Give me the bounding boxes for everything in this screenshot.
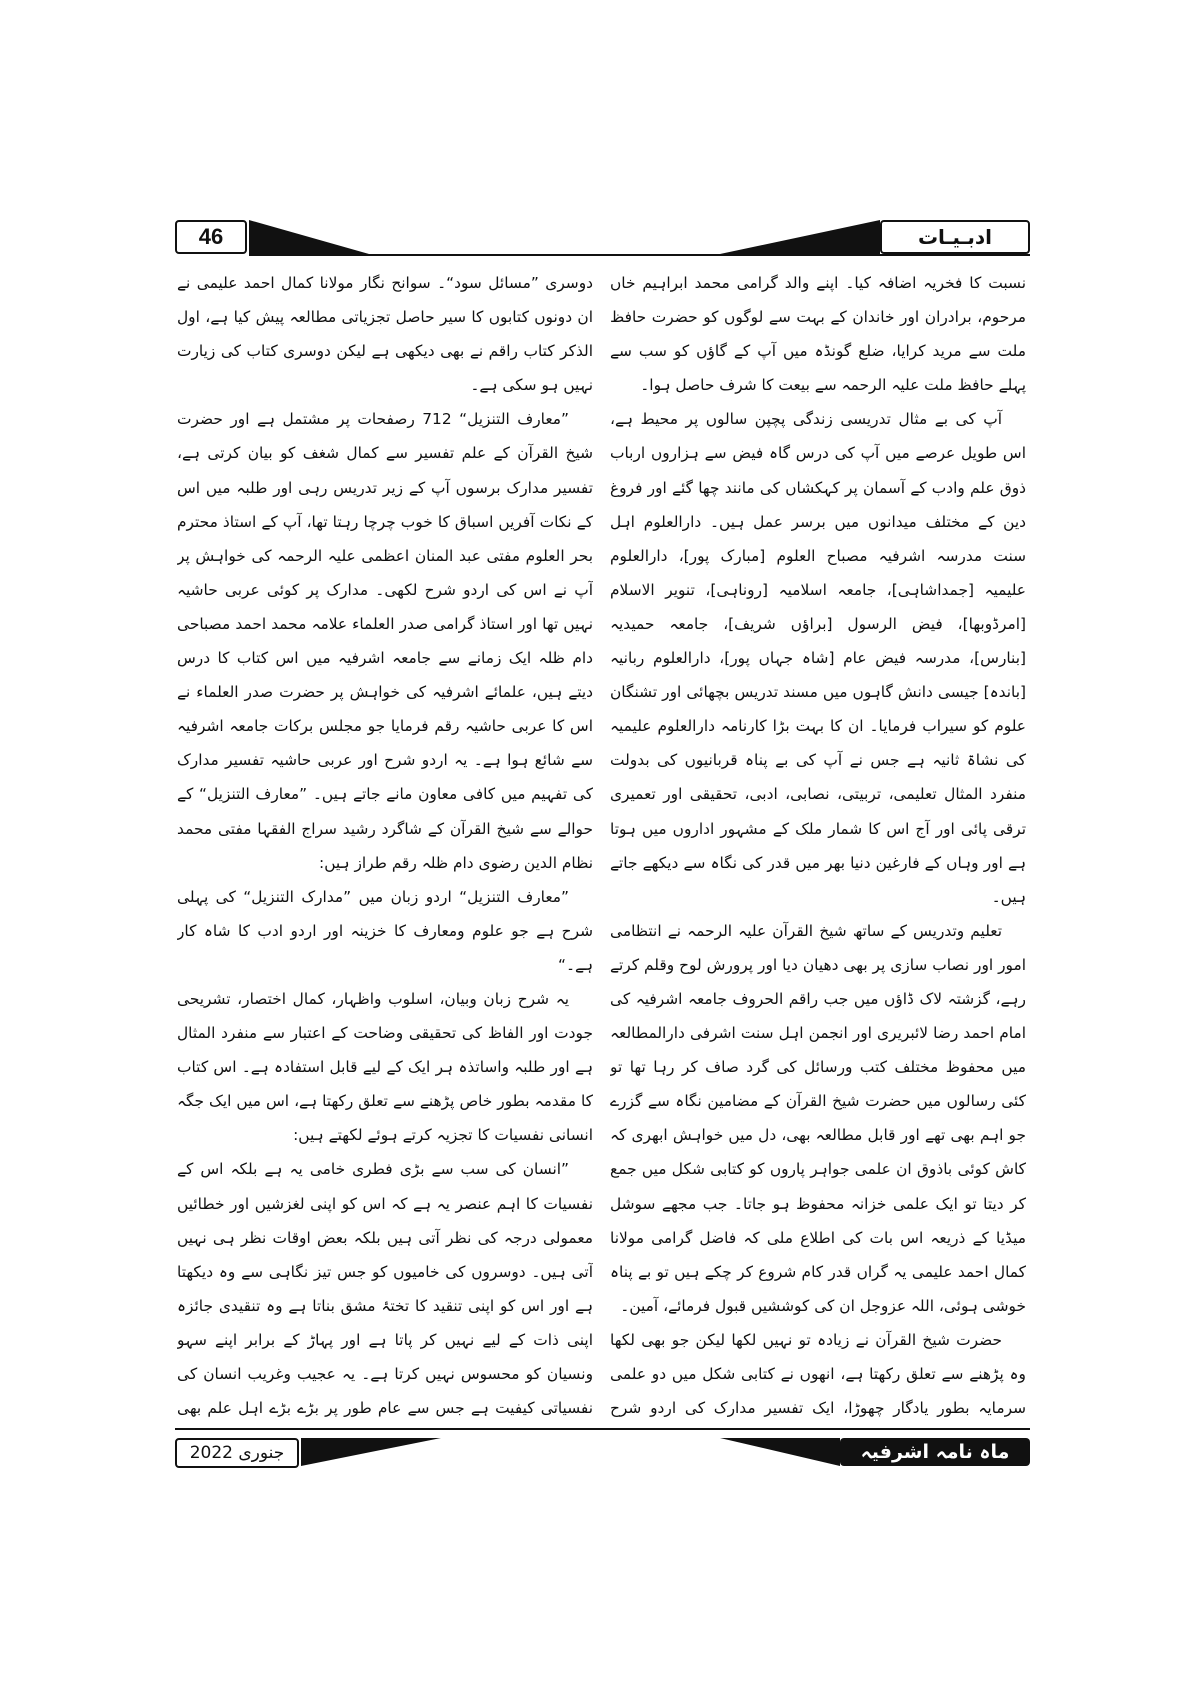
header-ornament-right [720,220,880,256]
issue-date: جنوری 2022 [175,1438,299,1468]
header-ornament-left [249,220,369,256]
paragraph: دوسری ”مسائل سود“۔ سوانح نگار مولانا کمال احمد علیمی نے ان دونوں کتابوں کا سیر حاصل تجزیاتی مطالعہ پیش کیا ہے، اول الذکر کتاب راقم نے بھی دیکھی ہے لیکن دوسری کتاب کی زیارت نہیں ہو سکی ہے۔ [177,274,593,395]
footer-ornament-left [301,1438,441,1466]
header-rule [249,254,1030,256]
page-header [175,220,1030,254]
section-title: ادبـیـات [880,220,1030,254]
paragraph: تعلیم وتدریس کے ساتھ شیخ القرآن علیہ الرحمہ نے انتظامی امور اور نصاب سازی پر بھی دھیان دیا اور پرورش لوح وقلم کرتے رہے، گزشتہ لاک ڈاؤں میں جب راقم الحروف جامعہ اشرفیہ کی امام احمد رضا لائبریری اور انجمن اہل سنت اشرفی دارالمطالعہ میں محفوظ مختلف کتب ورسائل کی گرد صاف کر رہا تھا تو کئی رسالوں میں حضرت شیخ القرآن کے مضامین نگاہ سے گزرے جو اہم بھی تھے اور قابل مطالعہ بھی، دل میں خواہش ابھری کہ کاش کوئی باذوق ان علمی جواہر پاروں کو کتابی شکل میں جمع کر دیتا تو ایک علمی خزانہ محفوظ ہو جاتا۔ جب مجھے سوشل میڈیا کے ذریعہ اس بات کی اطلاع ملی کہ فاضل گرامی مولانا کمال احمد علیمی یہ گراں قدر کام شروع کر چکے ہیں تو بے پناہ خوشی ہوئی، اللہ عزوجل ان کی کوششیں قبول فرمائے، آمین۔ [610,921,1026,1315]
page-footer [175,1428,1030,1464]
paragraph: نسبت کا فخریہ اضافہ کیا۔ اپنے والد گرامی محمد ابراہیم خاں مرحوم، برادران اور خاندان کے بہت سے لوگوں کو حضرت حافظ ملت سے مرید کرایا، ضلع گونڈہ میں آپ کے گاؤں کو سب سے پہلے حافظ ملت علیہ الرحمہ سے بیعت کا شرف حاصل ہوا۔ [610,274,1026,395]
page-number: 46 [175,220,247,254]
footer-ornament-right [720,1438,840,1466]
quote: ”انسان کی سب سے بڑی فطری خامی یہ ہے بلکہ اس کے نفسیات کا اہم عنصر یہ ہے کہ اس کو اپنی لغزشیں اور خطائیں معمولی درجہ کی نظر آتی ہیں بلکہ بعض اوقات نظر ہی نہیں آتی ہیں۔ دوسروں کی خامیوں کو جس تیز نگاہی سے وہ دیکھتا ہے اور اس کو اپنی تنقید کا تختۂ مشق بناتا ہے وہ تنقیدی جائزہ اپنی ذات کے لیے نہیں کر پاتا ہے اور پہاڑ کے برابر اپنے سہو ونسیان کو محسوس نہیں کرتا ہے۔ یہ عجیب وغریب انسان کی نفسیاتی کیفیت ہے جس سے عام طور پر بڑے بڑے اہل علم بھی [177,1160,593,1418]
right-column [610,266,1026,1418]
left-column [177,266,593,1418]
paragraph: ”معارف التنزیل“ 712 رصفحات پر مشتمل ہے اور حضرت شیخ القرآن کے علم تفسیر سے کمال شغف کو بیان کرتی ہے، تفسیر مدارک برسوں آپ کے زیر تدریس رہی اور طلبہ میں اس کے نکات آفریں اسباق کا خوب چرچا رہتا تھا، آپ کے استاذ محترم بحر العلوم مفتی عبد المنان اعظمی علیہ الرحمہ کی خواہش پر آپ نے اس کی اردو شرح لکھی۔ مدارک پر کوئی عربی حاشیہ نہیں تھا اور استاذ گرامی صدر العلماء علامہ محمد احمد مصباحی دام ظلہ ایک زمانے سے جامعہ اشرفیہ میں اس کتاب کا درس دیتے ہیں، علمائے اشرفیہ کی خواہش پر حضرت صدر العلماء نے اس کا عربی حاشیہ رقم فرمایا جو مجلس برکات جامعہ اشرفیہ سے شائع ہوا ہے۔ یہ اردو شرح اور عربی حاشیہ تفسیر مدارک کی تفہیم میں کافی معاون مانے جاتے ہیں۔ ”معارف التنزیل“ کے حوالے سے شیخ القرآن کے شاگرد رشید سراج الفقہا مفتی محمد نظام الدین رضوی دام ظلہ رقم طراز ہیں: [177,410,593,872]
paragraph: آپ کی بے مثال تدریسی زندگی پچپن سالوں پر محیط ہے، اس طویل عرصے میں آپ کی درس گاہ فیض سے ہزاروں ارباب ذوق علم وادب کے آسمان پر کہکشاں کی مانند چھا گئے اور فروغ دین کے مختلف میدانوں میں برسر عمل ہیں۔ دارالعلوم اہل سنت مدرسہ اشرفیہ مصباح العلوم [مبارک پور]، دارالعلوم علیمیہ [جمداشاہی]، جامعہ اسلامیہ [روناہی]، تنویر الاسلام [امرڈوبھا]، فیض الرسول [براؤں شریف]، جامعہ حمیدیہ [بنارس]، مدرسہ فیض عام [شاہ جہاں پور]، دارالعلوم ربانیہ [باندہ] جیسی دانش گاہوں میں مسند تدریس بچھائی اور تشنگان علوم کو سیراب فرمایا۔ ان کا بہت بڑا کارنامہ دارالعلوم علیمیہ کی نشاۃ ثانیہ ہے جس نے آپ کی بے پناہ قربانیوں کی بدولت منفرد المثال تعلیمی، تربیتی، نصابی، ادبی، تحقیقی اور تعمیری ترقی پائی اور آج اس کا شمار ملک کے مشہور اداروں میں ہوتا ہے اور وہاں کے فارغین دنیا بھر میں قدر کی نگاہ سے دیکھے جاتے ہیں۔ [610,410,1026,906]
paragraph: حضرت شیخ القرآن نے زیادہ تو نہیں لکھا لیکن جو بھی لکھا وہ پڑھنے سے تعلق رکھتا ہے، انھوں نے کتابی شکل میں دو علمی سرمایہ بطور یادگار چھوڑا، ایک تفسیر مدارک کی اردو شرح [610,1330,1026,1418]
quote: ”معارف التنزیل“ اردو زبان میں ”مدارک التنزیل“ کی پہلی شرح ہے جو علوم ومعارف کا خزینہ اور اردو ادب کا شاہ کار ہے۔“ [177,887,593,974]
paragraph: یہ شرح زبان وبیان، اسلوب واظہار، کمال اختصار، تشریحی جودت اور الفاظ کی تحقیقی وضاحت کے اعتبار سے منفرد المثال ہے اور طلبہ واساتذہ ہر ایک کے لیے قابل استفادہ ہے۔ اس کتاب کا مقدمہ بطور خاص پڑھنے سے تعلق رکھتا ہے، اس میں ایک جگہ انسانی نفسیات کا تجزیہ کرتے ہوئے لکھتے ہیں: [177,989,593,1145]
magazine-name: ماہ نامہ اشرفیہ [840,1438,1030,1466]
footer-rule [175,1428,1030,1430]
